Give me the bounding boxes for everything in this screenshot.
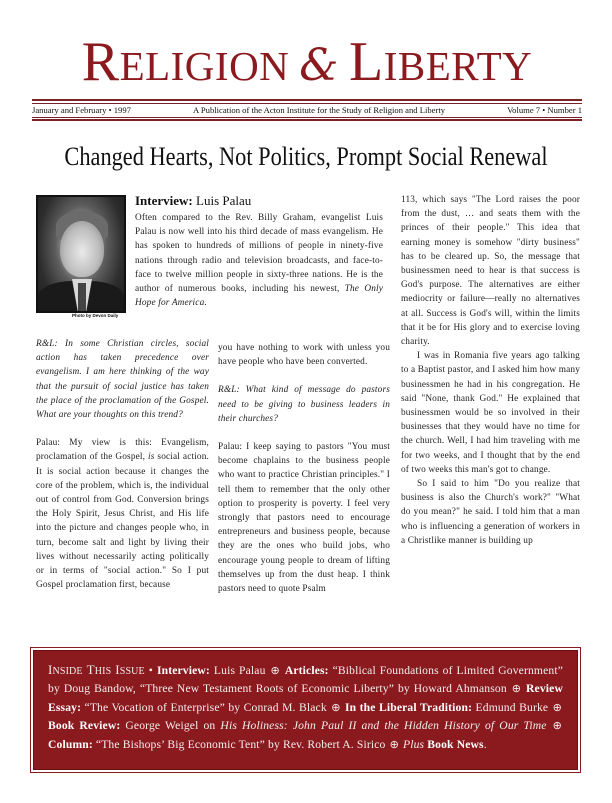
interview-section-label: Interview: [156,664,210,677]
interview-section-text: Luis Palau [209,664,270,677]
answer-1-start: Palau: My view is this: Evangelism, proclamation of the Gospel, [36,438,209,463]
masthead-rule-top-thick [32,99,582,101]
article-headline: Changed Hearts, Not Politics, Prompt Social Renewal [64,142,548,171]
bullet-icon: • [148,664,153,677]
plus-label: Plus [403,737,425,751]
inside-this-issue-banner [33,650,578,770]
separator-icon: ⊕ [270,665,280,677]
liberal-tradition-label: In the Liberal Tradition: [344,700,473,714]
articles-section-text: “Biblical Foundations of Limited Government” by Doug Bandow, “Three New Testament Roots of Economic Liberty” by Howard Ahmanson [48,664,564,696]
heading-his: HIS [94,666,112,677]
masthead-rule-bottom-thin [32,117,582,118]
separator-icon: ⊕ [331,701,341,714]
heading-ssue: SSUE [119,666,145,677]
heading-nside: NSIDE [52,666,83,677]
answer-2: Palau: I keep saying to pastors "You must become chaplains to the business people who want to practice Christian principles." I tell them to remember that the only other option to prosperity is poverty. I feel very strongly that pastors need to encourage entrepreneurs and business people, because they are the ones who build jobs, who encourage young people to dream of lifting themselves up from the dust heap. I think pastors need to quote Psalm [218,442,390,595]
masthead-title [32,32,582,92]
column-1 [36,337,209,592]
masthead-initial-r: R [81,31,120,93]
intro-text: Often compared to the Rev. Billy Graham, evangelist Luis Palau is now well into his third decade of mass evangelism. He has spoken to hundreds of millions of people in ninety-five nations through radio and television broadcasts, and face-to-face to twelve million people in sixty-three nations. He is the author of numerous books, including his newest, [135,213,383,295]
interviewee-name: Luis Palau [196,193,252,208]
answer-1 [36,436,209,592]
masthead-initial-l: L [348,31,384,93]
answer-1-emphasis: is [148,452,155,463]
book-review-label: Book Review: [48,719,121,733]
heading-initial-i: I [48,662,53,677]
interview-title [135,193,251,209]
question-1: R&L: In some Christian circles, social action has taken precedence over evangelism. I am here thinking of the way that the pursuit of social justice has taken the place of the proclamation of the Gospel. What are your thoughts on this trend? [36,339,209,421]
heading-initial-t: T [86,662,95,677]
question-2: R&L: What kind of message do pastors need to be giving to business leaders in their churches? [218,385,390,424]
romania-paragraph: I was in Romania five years ago talking to a Baptist pastor, and I asked him how many businessmen he had in his congregation. He said "None, thank God." He explained that businessmen would be so involved in their businesses that they would have no time for the church. Well, I had him traveling with me for two weeks, and I thought that by the end of two weeks this man's got to change. [401,351,580,475]
separator-icon: ⊕ [389,738,399,751]
masthead-word-religion: ELIGION [119,43,290,89]
column-section-label: Column: [48,737,93,751]
church-work-paragraph: So I said to him "Do you realize that business is also the Church's work?" "What do you mean?" he said. I told him that a man who is influencing a generation of workers in a Christlike manner is building up [401,479,580,546]
heading-initial-i2: I [115,662,120,677]
book-review-title: His Holiness: John Paul II and the Hidden History of Our Time [220,719,547,733]
review-essay-label: Review Essay: [48,682,563,714]
dateline [32,104,582,117]
book-review-text: George Weigel on [120,719,221,733]
masthead-ampersand: & [299,40,339,91]
photo-face [60,221,104,277]
book-news-label: Book News [427,737,484,751]
portrait-photo [36,195,126,313]
column-3 [401,193,580,548]
masthead-word-liberty: IBERTY [383,43,533,89]
answer-2-continued: 113, which says "The Lord raises the poor from the dust, … and seats them with the princes of their people." This idea that earning money is somehow "dirty business" has to be cleared up. So, the message that businessmen need to hear is that success is God's purpose. The alternatives are either mediocrity or failure—really no alternatives at all. Success is God's will, within the limits that it be for His glory and to exercise loving charity. [401,195,580,348]
interview-intro [135,211,383,310]
answer-1-rest: social action. It is social action because it changes the core of the problem, which is, the individual out of control from God. Conversion brings the Holy Spirit, Jesus Christ, and His life into the picture and changes people who, in turn, become salt and light by living their lives without necessarily acting politically or in terms of "social action." So I put Gospel proclamation first, because [36,452,210,591]
articles-section-label: Articles: [284,664,329,677]
interview-label: Interview: [135,193,193,208]
photo-credit: Photo by Devon Daily [72,313,119,318]
banner-end: . [483,737,487,751]
column-section-text: “The Bishops’ Big Economic Tent” by Rev. Robert A. Sirico [92,737,389,751]
separator-icon: ⊕ [552,701,562,714]
publisher-line: A Publication of the Acton Institute for the Study of Religion and Liberty [192,105,446,115]
photo-tie [78,283,86,313]
intro-end: . [204,298,207,309]
answer-1-continued: you have nothing to work with unless you have people who have been converted. [218,343,390,368]
separator-icon: ⊕ [552,720,562,733]
review-essay-text: “The Vocation of Enterprise” by Conrad M. Black [81,700,331,714]
column-2 [218,341,390,596]
issue-date: January and February • 1997 [32,105,131,115]
volume-number: Volume 7 • Number 1 [507,105,582,115]
liberal-tradition-text: Edmund Burke [472,700,552,714]
masthead-rule-bottom-thick [32,119,582,121]
book-title: The Only Hope for America [135,284,384,309]
separator-icon: ⊕ [511,683,522,696]
